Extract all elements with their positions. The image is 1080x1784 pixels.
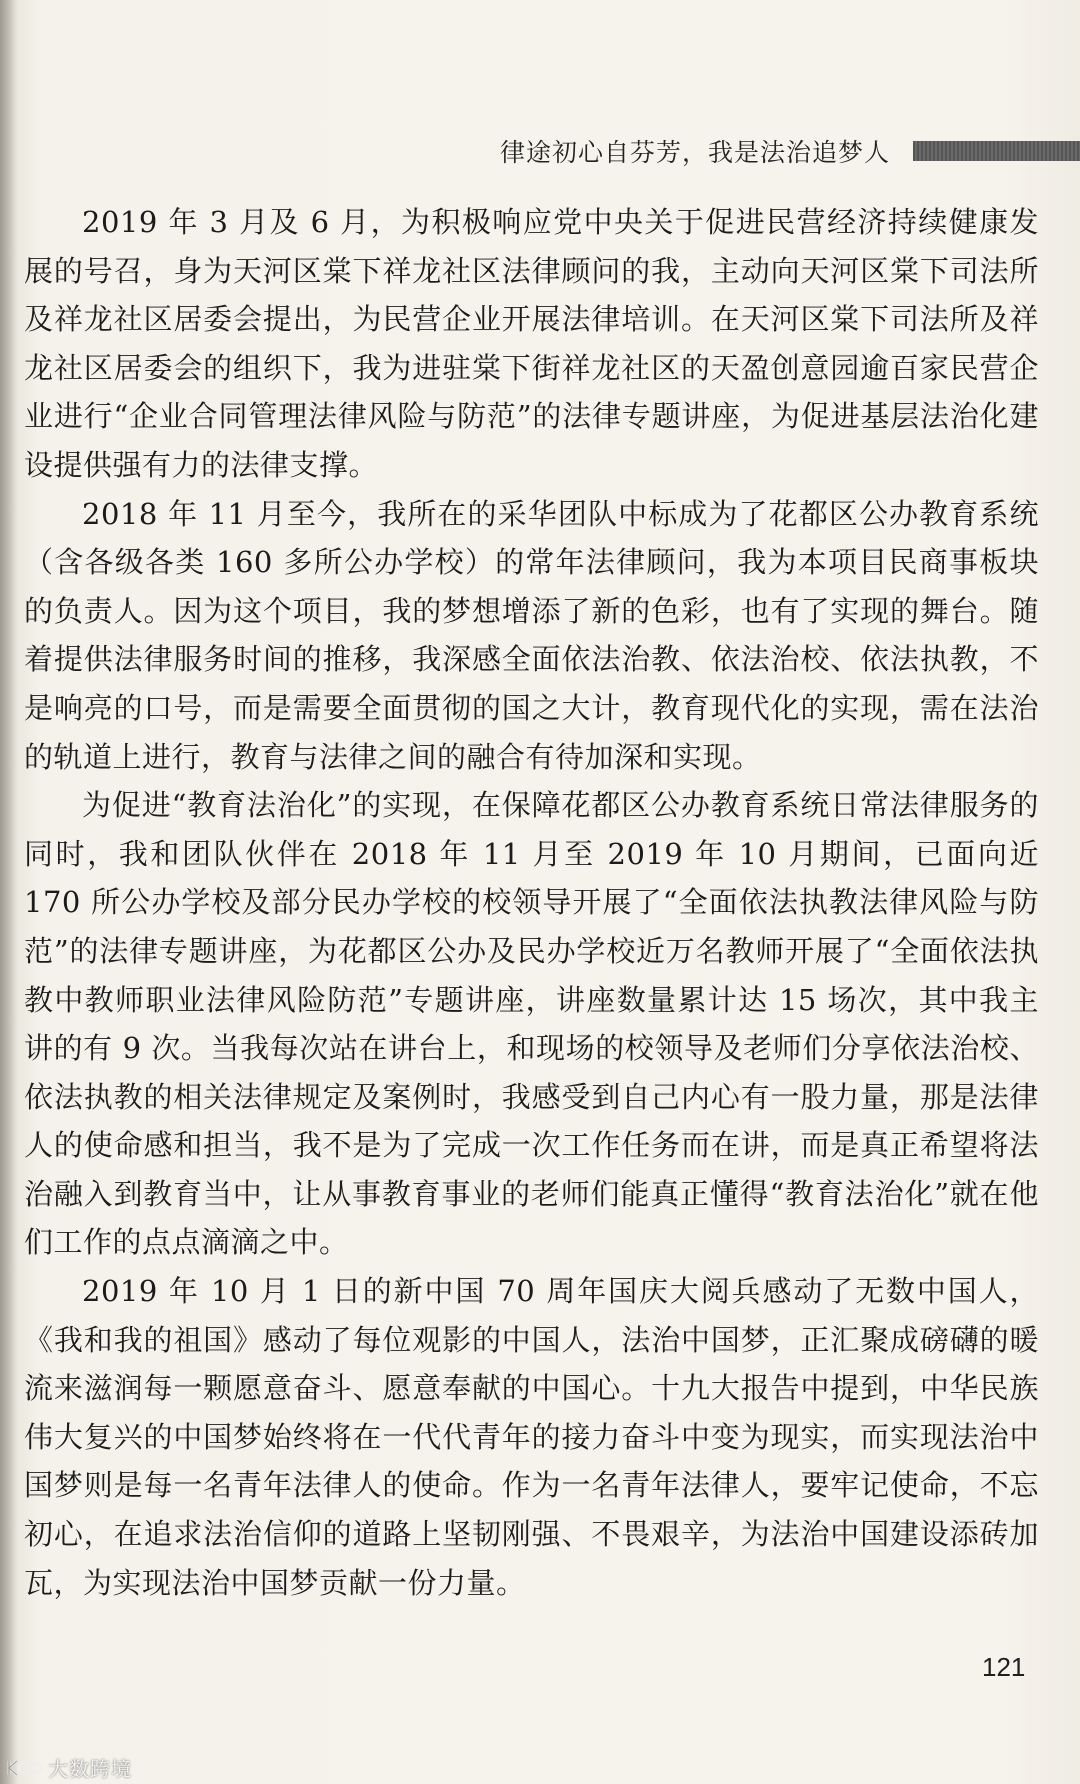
paragraph: 2018 年 11 月至今，我所在的采华团队中标成为了花都区公办教育系统（含各级各类 160 多所公办学校）的常年法律顾问，我为本项目民商事板块的负责人。因为这个项目，我的梦想增添了新的色彩，也有了实现的舞台。随着提供法律服务时间的推移，我深感全面依法治教、依法治校、依法执教，不是响亮的口号，而是需要全面贯彻的国之大计，教育现代化的实现，需在法治的轨道上进行，教育与法律之间的融合有待加深和实现。 [24, 496, 1039, 774]
brand-logo-icon [6, 1757, 42, 1779]
page-number: 121 [982, 1652, 1026, 1682]
header-decorative-bar [913, 141, 1080, 161]
paragraph: 2019 年 10 月 1 日的新中国 70 周年国庆大阅兵感动了无数中国人，《我和我的祖国》感动了每位观影的中国人，法治中国梦，正汇聚成磅礴的暖流来滋润每一颗愿意奋斗、愿意奉献的中国心。十九大报告中提到，中华民族伟大复兴的中国梦始终将在一代代青年的接力奋斗中变为现实，而实现法治中国梦则是每一名青年法律人的使命。作为一名青年法律人，要牢记使命，不忘初心，在追求法治信仰的道路上坚韧刚强、不畏艰辛，为法治中国建设添砖加瓦，为实现法治中国梦贡献一份力量。 [24, 1274, 1039, 1600]
page-body [24, 198, 1039, 1607]
book-gutter-shadow [0, 0, 18, 1784]
watermark-text: 大数跨境 [48, 1757, 132, 1781]
running-header-title: 律途初心自芬芳，我是法治追梦人 [500, 138, 891, 167]
paragraph: 2019 年 3 月及 6 月，为积极响应党中央关于促进民营经济持续健康发展的号召，身为天河区棠下祥龙社区法律顾问的我，主动向天河区棠下司法所及祥龙社区居委会提出，为民营企业开展法律培训。在天河区棠下司法所及祥龙社区居委会的组织下，我为进驻棠下街祥龙社区的天盈创意园逾百家民营企业进行“企业合同管理法律风险与防范”的法律专题讲座，为促进基层法治化建设提供强有力的法律支撑。 [24, 205, 1039, 482]
watermark [6, 1753, 132, 1782]
paragraph: 为促进“教育法治化”的实现，在保障花都区公办教育系统日常法律服务的同时，我和团队伙伴在 2018 年 11 月至 2019 年 10 月期间，已面向近 170 所公办学校及部分民办学校的校领导开展了“全面依法执教法律风险与防范”的法律专题讲座，为花都区公办及民办学校近万名教师开展了“全面依法执教中教师职业法律风险防范”专题讲座，讲座数量累计达 15 场次，其中我主讲的有 9 次。当我每次站在讲台上，和现场的校领导及老师们分享依法治校、依法执教的相关法律规定及案例时，我感受到自己内心有一股力量，那是法律人的使命感和担当，我不是为了完成一次工作任务而在讲，而是真正希望将法治融入到教育当中，让从事教育事业的老师们能真正懂得“教育法治化”就在他们工作的点点滴滴之中。 [24, 788, 1039, 1260]
running-header [500, 132, 890, 170]
